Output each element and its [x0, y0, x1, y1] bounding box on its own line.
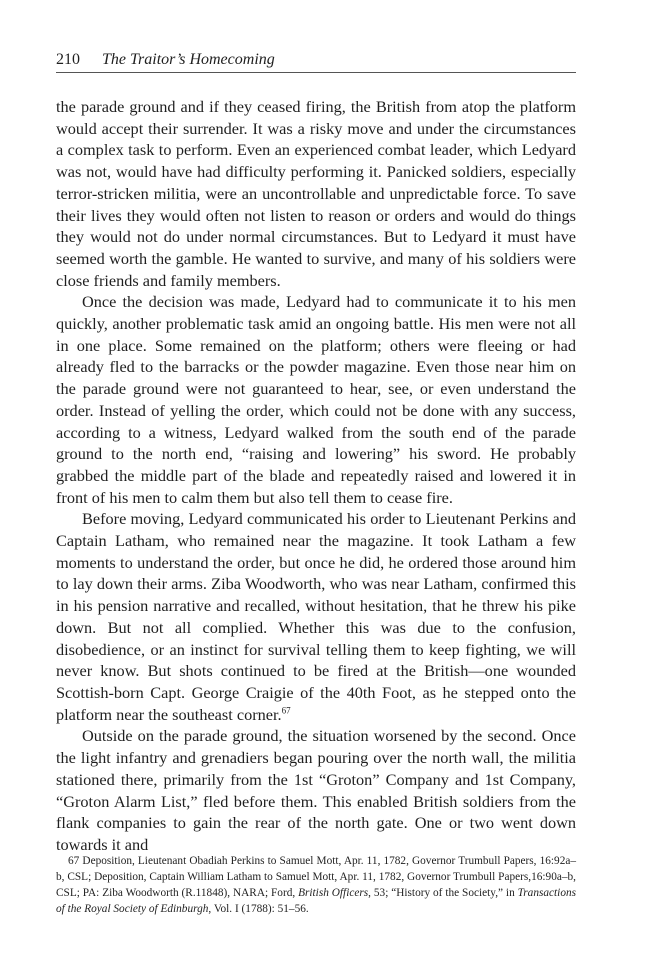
footnote-italic-title-2: Transactions of the Royal Society of Edinburgh [56, 887, 577, 915]
footnote-text-part-3: , Vol. I (1788): 51–56. [208, 903, 309, 915]
book-title: The Traitor’s Homecoming [102, 51, 275, 68]
paragraph-2: Once the decision was made, Ledyard had to communicate it to his men quickly, another problematic task amid an ongoing battle. His men were not all in one place. Some remained on the platform; others were fleeing or had already fled to the barracks or the powder magazine. Even those near him on the parade ground were not guaranteed to hear, see, or even understand the order. Instead of yelling the order, which could not be done with any success, according to a witness, Ledyard walked from the south end of the parade ground to the north end, “raising and lowering” his sword. He probably grabbed the middle part of the blade and repeatedly raised and lowered it in front of his men to calm them but also tell them to cease fire. [56, 292, 576, 507]
page-number: 210 [56, 51, 80, 68]
footnote-italic-title-1: British Officers [298, 887, 369, 899]
body-text [56, 96, 576, 856]
footnote-text-part-1: Deposition, Lieutenant Obadiah Perkins to Samuel Mott, Apr. 11, 1782, Governor Trumbull Papers, 16:92a–b, CSL; Deposition, Captain William Latham to Samuel Mott, Apr. 11, 1782, Governor Trumbull Papers,16:90a–b, CSL; PA: Ziba Woodworth (R.11848), NARA; Ford, [56, 855, 577, 899]
footnote-text-part-2: , 53; “History of the Society,” in [368, 887, 515, 899]
paragraph-4: Outside on the parade ground, the situation worsened by the second. Once the light infantry and grenadiers began pouring over the north wall, the militia stationed there, primarily from the 1st “Groton” Company and 1st Company, “Groton Alarm List,” fled before them. This enabled British soldiers from the flank companies to gain the rear of the north gate. One or two went down towards it and [56, 726, 576, 854]
paragraph-3 [56, 508, 576, 725]
running-header [56, 48, 576, 73]
footnote-number: 67 [68, 855, 80, 867]
paragraph-1: the parade ground and if they ceased firing, the British from atop the platform would accept their surrender. It was a risky move and under the circumstances a complex task to perform. Even an experienced combat leader, which Ledyard was not, would have had difficulty performing it. Panicked soldiers, especially terror-stricken militia, were an uncontrollable and unpredictable force. To save their lives they would often not listen to reason or orders and would do things they would not do under normal circumstances. But to Ledyard it must have seemed worth the gamble. He wanted to survive, and many of his soldiers were close friends and family members. [56, 97, 576, 290]
footnote-reference: 67 [281, 705, 291, 716]
paragraph-3-text: Before moving, Ledyard communicated his order to Lieutenant Perkins and Captain Latham, who remained near the magazine. It took Latham a few moments to understand the order, but once he did, he ordered those around him to lay down their arms. Ziba Woodworth, who was near Latham, confirmed this in his pension narrative and recalled, without hesitation, that he threw his pike down. But not all complied. Whether this was due to the confusion, disobedience, or an instinct for survival telling them to keep fighting, we will never know. But shots continued to be fired at the British—one wounded Scottish-born Capt. George Craigie of the 40th Foot, as he stepped onto the platform near the southeast corner. [56, 509, 576, 724]
footnote [56, 853, 576, 917]
